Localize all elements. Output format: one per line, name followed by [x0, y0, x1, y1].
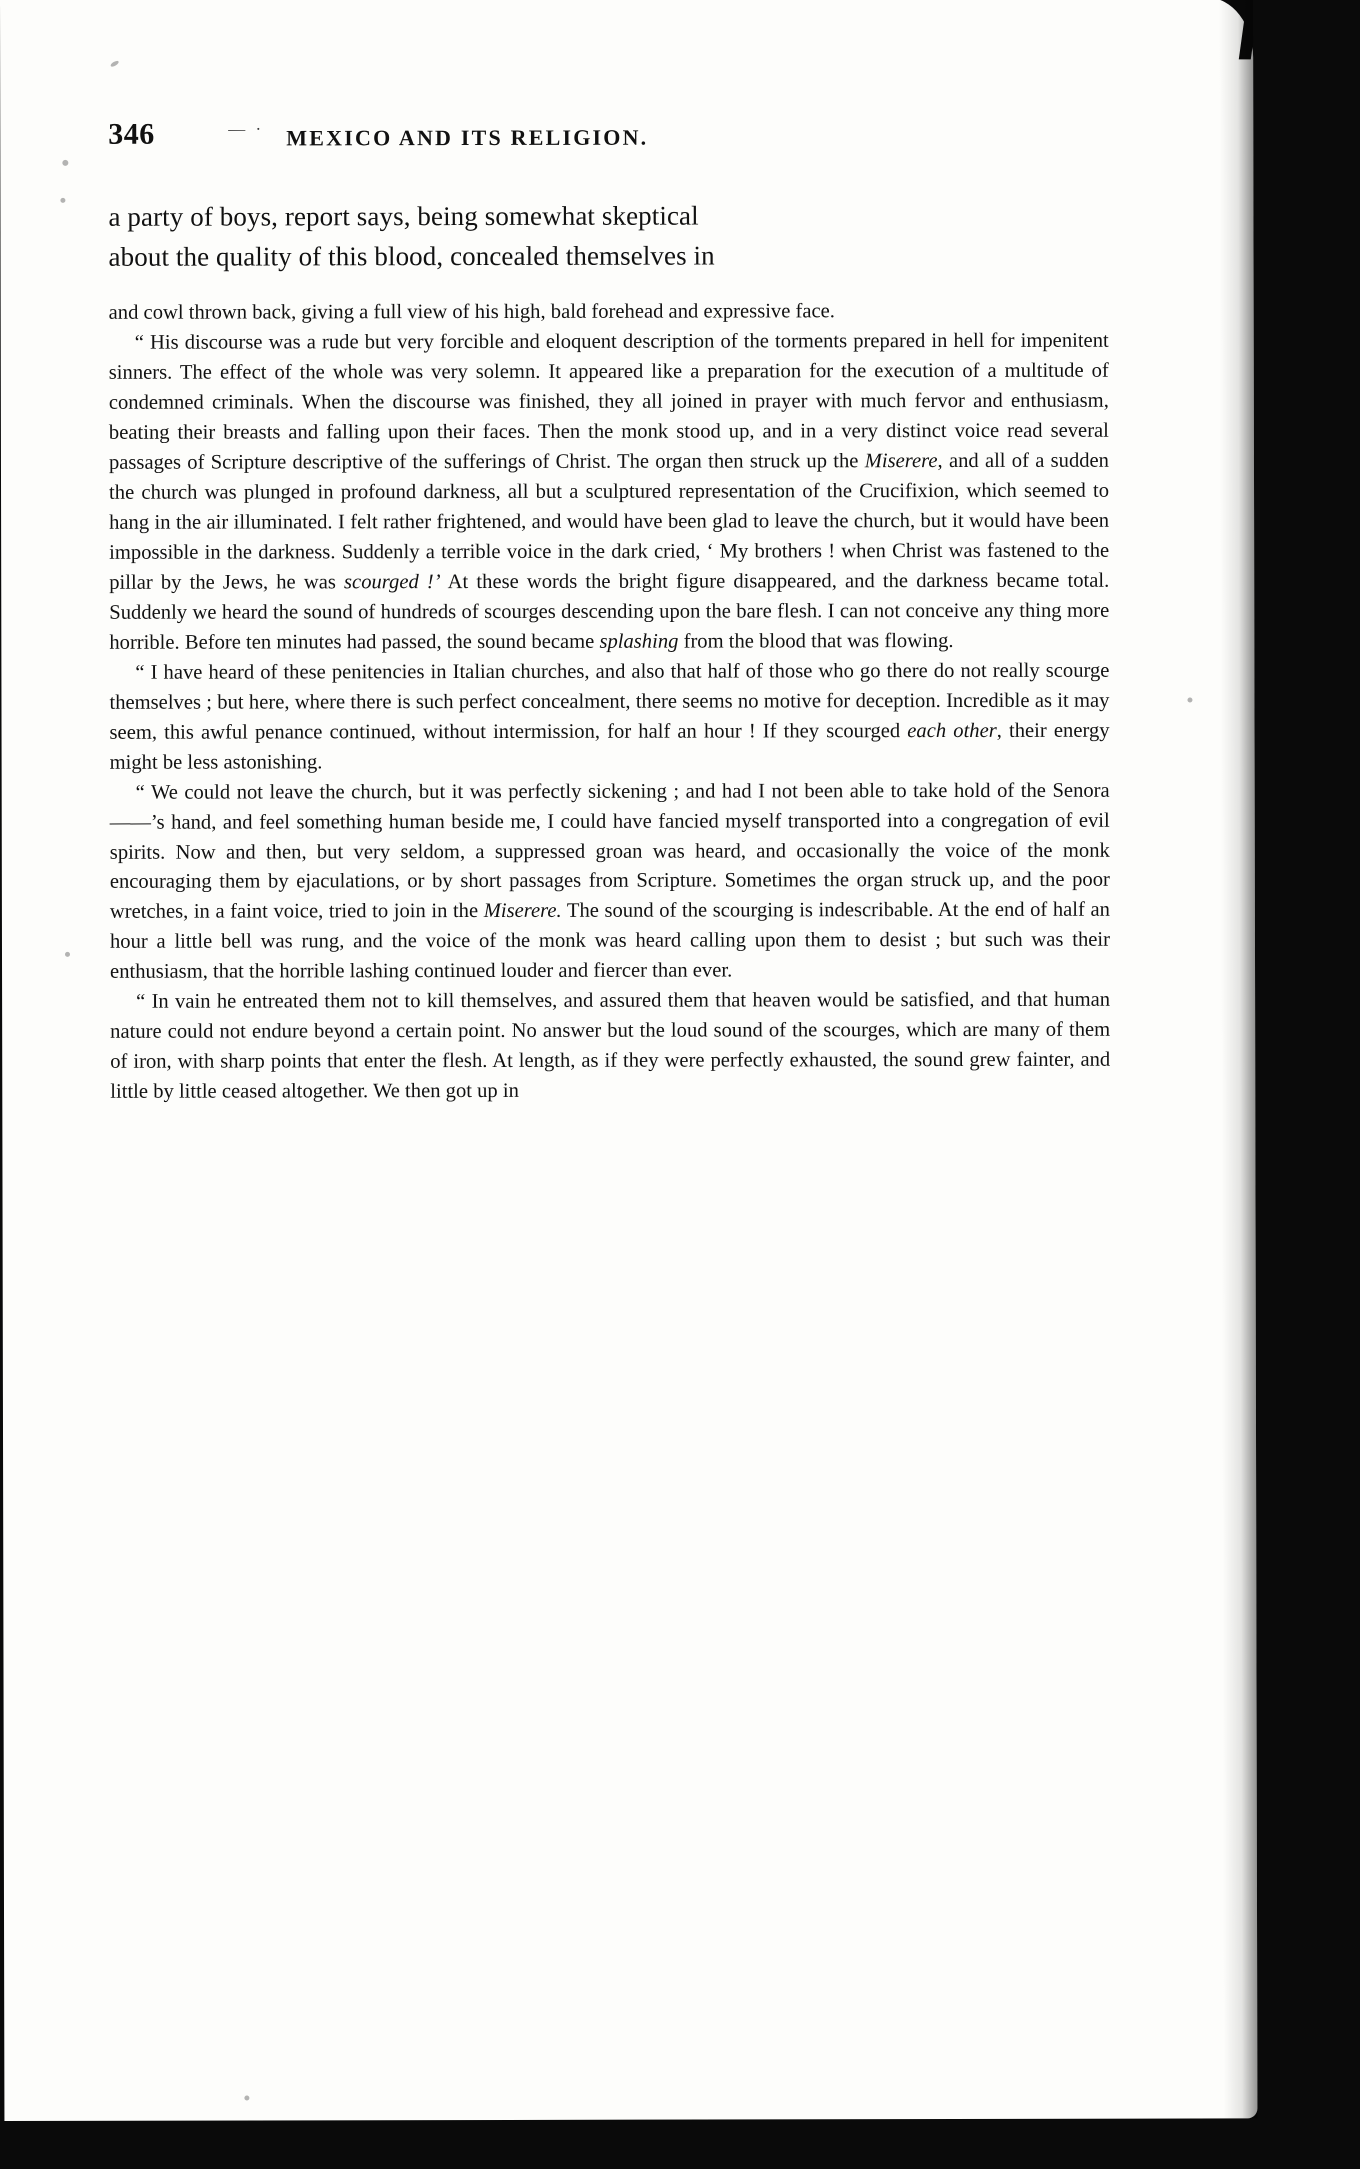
running-title: MEXICO AND ITS RELIGION. [286, 124, 649, 151]
paragraph-sickening-text-2: The sound of the scourging is indescribable. At the end of half an hour a little bell was rung, and the voice of the monk was heard calling upon them to desist ; but such was their enthusiasm, that the horrible lashing continued louder and fiercer than ever. [109, 899, 1110, 984]
scan-speck [65, 952, 70, 957]
paragraph-cowl-text: and cowl thrown back, giving a full view of his high, bald forehead and expressive face. [108, 300, 835, 325]
lead-line-2: about the quality of this blood, concealed themselves in [108, 240, 715, 272]
lead-paragraph [108, 196, 1108, 277]
paragraph-discourse [109, 327, 1110, 659]
paragraph-invain [110, 986, 1110, 1108]
running-head [108, 116, 1118, 172]
scan-speck [1187, 698, 1192, 703]
paragraph-sickening [110, 776, 1110, 988]
body-text [109, 297, 1111, 1108]
scan-speck [110, 60, 120, 68]
paragraph-discourse-text-4: from the blood that was flowing. [678, 629, 954, 653]
lead-line-1: a party of boys, report says, being somewhat skeptical [108, 200, 699, 232]
paragraph-penitencies [109, 656, 1109, 778]
scan-speck [244, 2095, 249, 2100]
paragraph-invain-text: “ In vain he entreated them not to kill themselves, and assured them that heaven would be satisfied, and that human nature could not endure beyond a certain point. No answer but the loud sound of the scourges, which are many of them of iron, with sharp points that enter the flesh. At length, as if they were perfectly exhausted, the sound grew fainter, and little by little ceased altogether. We then got up in [110, 988, 1111, 1103]
paragraph-cowl [109, 297, 1109, 329]
emphasis-splashing: splashing [599, 630, 679, 653]
scan-speck [62, 160, 68, 166]
paragraph-penitencies-text-1: “ I have heard of these penitencies in Italian churches, and also that half of those who go there do not really scourge themselves ; but here, where there is such perfect concealment, there seems no motive for deception. Incredible as it may seem, this awful penance continued, without intermission, for half an hour ! If they scourged [109, 659, 1110, 744]
title-miserere: Miserere [864, 450, 938, 473]
title-miserere-2: Miserere. [483, 900, 562, 923]
emphasis-scourged: scourged !’ [344, 571, 441, 594]
paragraph-discourse-text-3: At these words the bright figure disappeared, and the darkness became total. Suddenly we heard the sound of hundreds of scourges descending upon the bare flesh. I can not conceive any thing more horrible. Before ten minutes had passed, the sound became [109, 569, 1110, 654]
page-gutter-shadow [1219, 0, 1257, 2118]
paragraph-discourse-text-1: “ His discourse was a rude but very forcible and eloquent description of the torments prepared in hell for impenitent sinners. The effect of the whole was very solemn. It appeared like a preparation for the execution of a multitude of condemned criminals. When the discourse was finished, they all joined in prayer with much fervor and enthusiasm, beating their breasts and falling upon their faces. Then the monk stood up, and in a very distinct voice read several passages of Scripture descriptive of the sufferings of Christ. The organ then struck up the [108, 330, 1109, 474]
paragraph-penitencies-text-2: , their energy might be less astonishing. [109, 719, 1110, 774]
emphasis-each-other: each other [907, 719, 997, 742]
page-number: 346 [108, 117, 155, 151]
paragraph-sickening-text-1: “ We could not leave the church, but it was perfectly sickening ; and had I not been able to take hold of the Senora ——’s hand, and feel something human beside me, I could have fancied myself transported into a congregation of evil spirits. Now and then, but very seldom, a suppressed groan was heard, and occasionally the voice of the monk encouraging them by ejaculations, or by short passages from Scripture. Sometimes the organ struck up, and the poor wretches, in a faint voice, tried to join in the [109, 779, 1110, 924]
paragraph-discourse-text-2: , and all of a sudden the church was plunged in profound darkness, all but a sculptured representation of the Crucifixion, which seemed to hang in the air illuminated. I felt rather frightened, and would have been glad to leave the church, but it would have been impossible in the darkness. Suddenly a terrible voice in the dark cried, ‘ My brothers ! when Christ was fastened to the pillar by the Jews, he was [109, 449, 1110, 594]
head-ornament: — · [228, 119, 265, 139]
scan-speck [60, 198, 65, 203]
page-content [108, 116, 1120, 1108]
